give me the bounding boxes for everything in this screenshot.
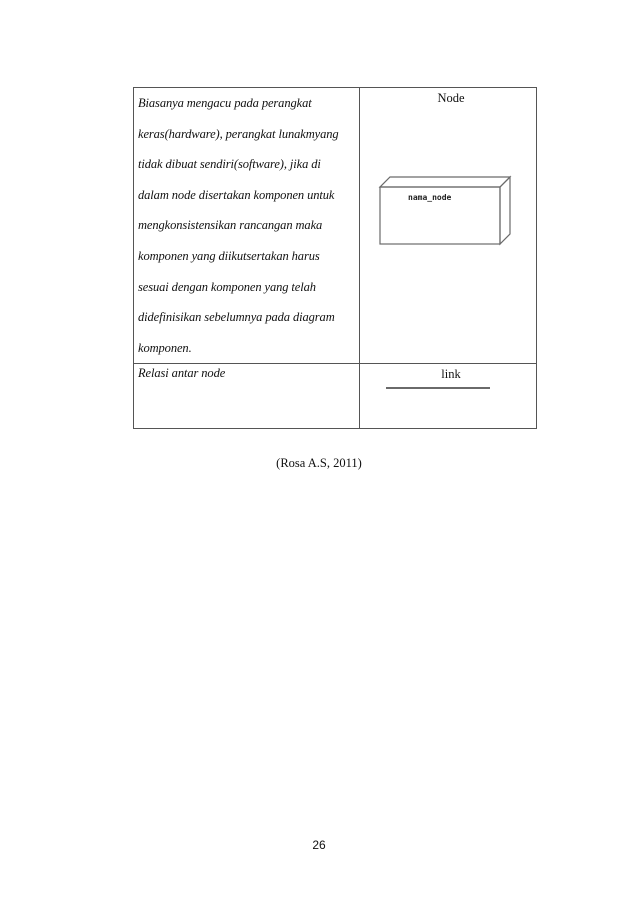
- table-caption: (Rosa A.S, 2011): [276, 456, 362, 470]
- description-cell: [134, 364, 360, 429]
- description-cell: [134, 88, 360, 364]
- link-symbol-line: [613, 389, 638, 393]
- node-symbol-diagram: [376, 174, 516, 254]
- table-row-link: [134, 364, 537, 429]
- page-number: 26: [312, 838, 326, 852]
- node-symbol-name: Node: [437, 91, 465, 105]
- table-row-node: [134, 88, 537, 364]
- link-description: Relasi antar node: [138, 366, 226, 381]
- node-box-side: [500, 177, 510, 244]
- node-description: Biasanya mengacu pada perangkat keras(hardware), perangkat lunakmyang tidak dibuat sendiri(software), jika di dalam node disertakan komponen untuk mengkonsistensikan rancangan maka komponen yang diikutsertakan harus sesuai dengan komponen yang telah didefinisikan sebelumnya pada diagram komponen.: [138, 96, 339, 355]
- notation-table: [133, 87, 537, 429]
- node-box-top: [380, 177, 510, 187]
- link-line: [386, 386, 496, 390]
- link-symbol-name: link: [441, 367, 461, 382]
- symbol-cell: [360, 364, 537, 429]
- symbol-cell: [360, 88, 537, 364]
- node-label: nama_node: [408, 193, 452, 202]
